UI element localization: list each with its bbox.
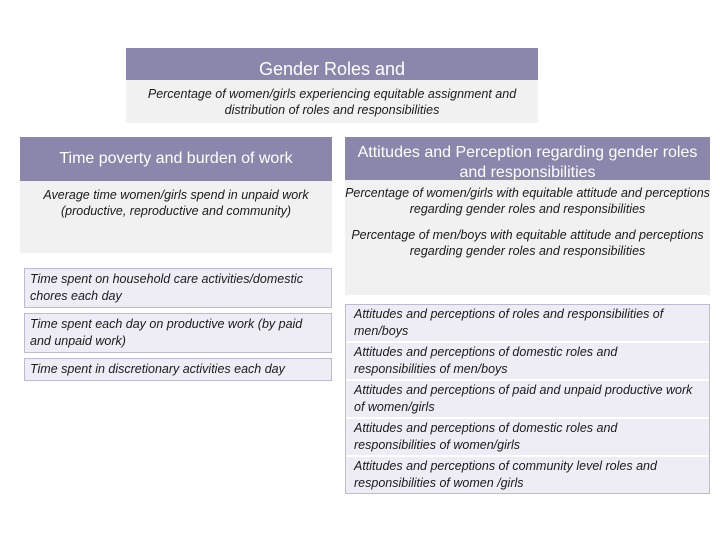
left-item: Time spent on household care activities/domestic chores each day	[24, 268, 332, 308]
right-item: Attitudes and perceptions of paid and unpaid productive work of women/girls	[346, 381, 709, 419]
right-item: Attitudes and perceptions of community level roles and responsibilities of women /girls	[346, 457, 709, 493]
right-item: Attitudes and perceptions of domestic roles and responsibilities of men/boys	[346, 343, 709, 381]
left-item: Time spent in discretionary activities each day	[24, 358, 332, 381]
left-description: Average time women/girls spend in unpaid work (productive, reproductive and community)	[20, 181, 332, 253]
top-title: Gender Roles and	[126, 48, 538, 80]
right-item: Attitudes and perceptions of roles and responsibilities of men/boys	[346, 305, 709, 343]
top-description: Percentage of women/girls experiencing equitable assignment and distribution of roles and responsibilities	[126, 80, 538, 123]
right-item: Attitudes and perceptions of domestic roles and responsibilities of women/girls	[346, 419, 709, 457]
left-item: Time spent each day on productive work (by paid and unpaid work)	[24, 313, 332, 353]
right-description-women: Percentage of women/girls with equitable attitude and perceptions regarding gender roles and responsibilities	[345, 186, 710, 216]
left-items-list	[24, 268, 332, 386]
left-heading: Time poverty and burden of work	[20, 137, 332, 181]
right-description-men: Percentage of men/boys with equitable attitude and perceptions regarding gender roles and responsibilities	[351, 228, 704, 258]
right-descriptions	[345, 180, 710, 295]
right-heading: Attitudes and Perception regarding gender roles and responsibilities	[345, 137, 710, 180]
right-items-list	[345, 304, 710, 494]
